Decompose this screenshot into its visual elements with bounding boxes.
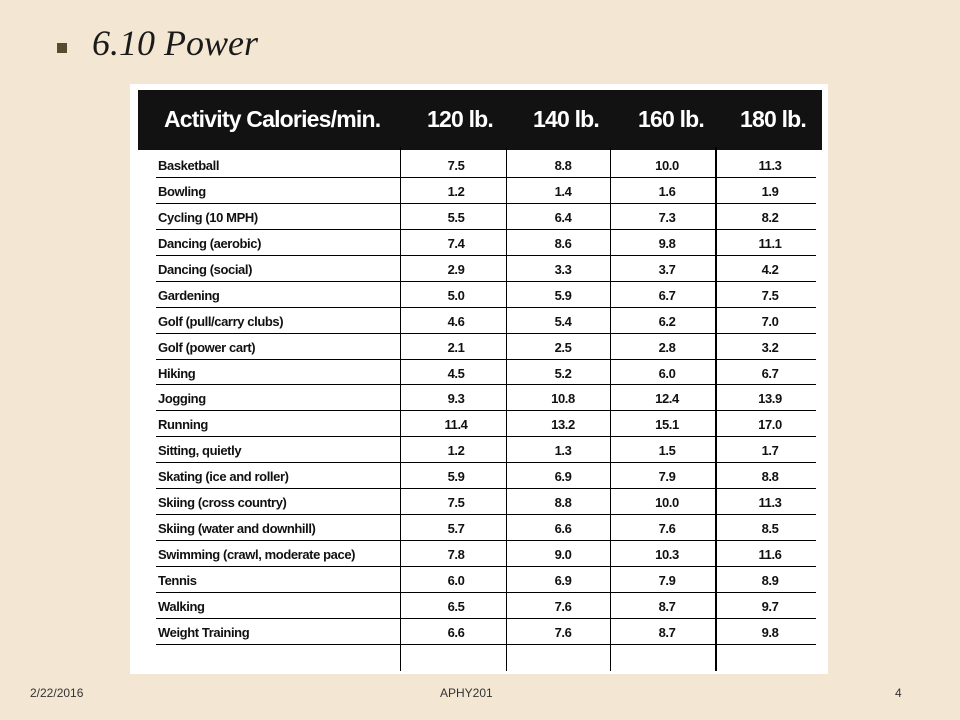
calorie-value: 8.7 (658, 598, 676, 614)
calorie-value: 7.5 (447, 495, 465, 511)
bullet-icon (57, 43, 67, 53)
activity-name: Basketball (158, 158, 220, 173)
table-row (156, 411, 816, 437)
calorie-table (130, 84, 828, 674)
table-row (156, 541, 816, 567)
calorie-value: 7.6 (658, 521, 676, 537)
calorie-value: 1.7 (761, 443, 779, 459)
calorie-value: 8.5 (761, 521, 779, 537)
calorie-value: 6.0 (447, 573, 465, 588)
calorie-value: 5.9 (447, 469, 465, 485)
activity-name: Golf (pull/carry clubs) (158, 313, 284, 329)
header-activity: Activity Calories/min. (164, 106, 381, 132)
calorie-value: 1.3 (554, 443, 572, 459)
table-row (156, 463, 816, 489)
activity-name: Skiing (cross country) (158, 495, 287, 511)
calorie-value: 8.8 (554, 158, 572, 173)
calorie-value: 6.9 (554, 469, 572, 485)
calorie-value: 11.3 (758, 158, 782, 173)
activity-name: Gardening (158, 287, 220, 303)
calorie-value: 6.5 (447, 598, 465, 614)
calorie-value: 1.6 (658, 183, 676, 199)
activity-name: Skating (ice and roller) (158, 469, 289, 485)
calorie-value: 8.9 (761, 573, 779, 588)
table-row (156, 256, 816, 282)
table-row (156, 204, 816, 230)
activity-name: Skiing (water and downhill) (158, 521, 316, 537)
calorie-value: 12.4 (655, 391, 679, 407)
calorie-value: 7.9 (658, 573, 676, 588)
calorie-value: 3.3 (554, 261, 572, 277)
calorie-value: 8.7 (658, 624, 676, 640)
calorie-value: 5.0 (447, 287, 465, 303)
calorie-value: 8.8 (761, 469, 779, 485)
activity-name: Bowling (158, 183, 206, 199)
activity-name: Golf (power cart) (158, 339, 256, 355)
calorie-value: 13.2 (551, 417, 575, 433)
table-row (156, 334, 816, 360)
calorie-value: 7.0 (761, 313, 779, 329)
calorie-value: 6.0 (658, 365, 676, 381)
calorie-value: 4.2 (761, 261, 779, 277)
activity-name: Walking (158, 598, 205, 614)
calorie-value: 6.2 (658, 313, 676, 329)
table-row (156, 437, 816, 463)
activity-name: Jogging (158, 391, 206, 407)
calorie-value: 10.0 (655, 495, 679, 511)
activity-name: Cycling (10 MPH) (158, 209, 258, 225)
calorie-value: 6.7 (658, 287, 676, 303)
footer-page-number: 4 (895, 686, 902, 700)
calorie-value: 6.9 (554, 573, 572, 588)
table-row (156, 178, 816, 204)
calorie-value: 2.8 (658, 339, 676, 355)
activity-name: Dancing (aerobic) (158, 235, 261, 251)
activity-name: Weight Training (158, 624, 250, 640)
calorie-value: 1.2 (447, 183, 465, 199)
calorie-value: 7.4 (447, 235, 465, 251)
table-row (156, 385, 816, 411)
table-row (156, 230, 816, 256)
activity-name: Swimming (crawl, moderate pace) (158, 547, 356, 563)
calorie-value: 4.6 (447, 313, 465, 329)
calorie-value: 6.4 (554, 209, 572, 225)
calorie-value: 6.6 (447, 624, 465, 640)
calorie-value: 5.7 (447, 521, 465, 537)
calorie-value: 5.9 (554, 287, 572, 303)
calorie-value: 9.8 (658, 235, 676, 251)
calorie-value: 2.5 (554, 339, 572, 355)
header-col-160: 160 lb. (638, 106, 704, 132)
calorie-value: 10.3 (655, 547, 679, 563)
calorie-value: 5.5 (447, 209, 465, 225)
table-row (156, 360, 816, 386)
calorie-value: 1.5 (658, 443, 676, 459)
calorie-value: 2.9 (447, 261, 465, 277)
header-col-140: 140 lb. (533, 106, 599, 132)
table-row (156, 593, 816, 619)
table-row (156, 152, 816, 178)
table-header (138, 90, 822, 150)
calorie-value: 7.6 (554, 624, 572, 640)
calorie-value: 1.4 (554, 183, 572, 199)
calorie-value: 7.9 (658, 469, 676, 485)
activity-name: Tennis (158, 573, 197, 588)
calorie-value: 3.7 (658, 261, 676, 277)
calorie-value: 1.2 (447, 443, 465, 459)
calorie-value: 10.0 (655, 158, 679, 173)
table-row (156, 619, 816, 645)
calorie-value: 7.3 (658, 209, 676, 225)
calorie-value: 8.6 (554, 235, 572, 251)
calorie-value: 3.2 (761, 339, 779, 355)
calorie-value: 8.2 (761, 209, 779, 225)
calorie-value: 9.7 (761, 598, 779, 614)
calorie-value: 9.3 (447, 391, 465, 407)
table-row (156, 489, 816, 515)
calorie-value: 7.5 (761, 287, 779, 303)
calorie-value: 11.3 (758, 495, 782, 511)
calorie-value: 9.8 (761, 624, 779, 640)
calorie-value: 8.8 (554, 495, 572, 511)
calorie-value: 6.6 (554, 521, 572, 537)
calorie-value: 2.1 (447, 339, 465, 355)
calorie-value: 7.8 (447, 547, 465, 563)
calorie-value: 11.1 (758, 235, 782, 251)
calorie-value: 9.0 (554, 547, 572, 563)
footer-date: 2/22/2016 (30, 686, 84, 700)
footer-course: APHY201 (440, 686, 493, 700)
activity-name: Running (158, 417, 208, 433)
activity-name: Sitting, quietly (158, 443, 242, 459)
header-col-180: 180 lb. (740, 106, 806, 132)
calorie-value: 7.5 (447, 158, 465, 173)
slide-title: 6.10 Power (92, 23, 258, 63)
calorie-value: 11.4 (444, 417, 468, 433)
calorie-value: 10.8 (551, 391, 575, 407)
calorie-value: 6.7 (761, 365, 779, 381)
activity-name: Hiking (158, 365, 196, 381)
table-row (156, 282, 816, 308)
table-body (156, 152, 816, 645)
activity-name: Dancing (social) (158, 261, 253, 277)
calorie-value: 7.6 (554, 598, 572, 614)
calorie-value: 5.4 (554, 313, 572, 329)
calorie-value: 1.9 (761, 183, 779, 199)
calorie-value: 17.0 (758, 417, 782, 433)
header-col-120: 120 lb. (427, 106, 493, 132)
calorie-value: 13.9 (758, 391, 782, 407)
table-row (156, 515, 816, 541)
calorie-value: 11.6 (758, 547, 782, 563)
calorie-value: 15.1 (655, 417, 679, 433)
calorie-value: 4.5 (447, 365, 465, 381)
table-row (156, 567, 816, 593)
table-row (156, 308, 816, 334)
calorie-value: 5.2 (554, 365, 572, 381)
